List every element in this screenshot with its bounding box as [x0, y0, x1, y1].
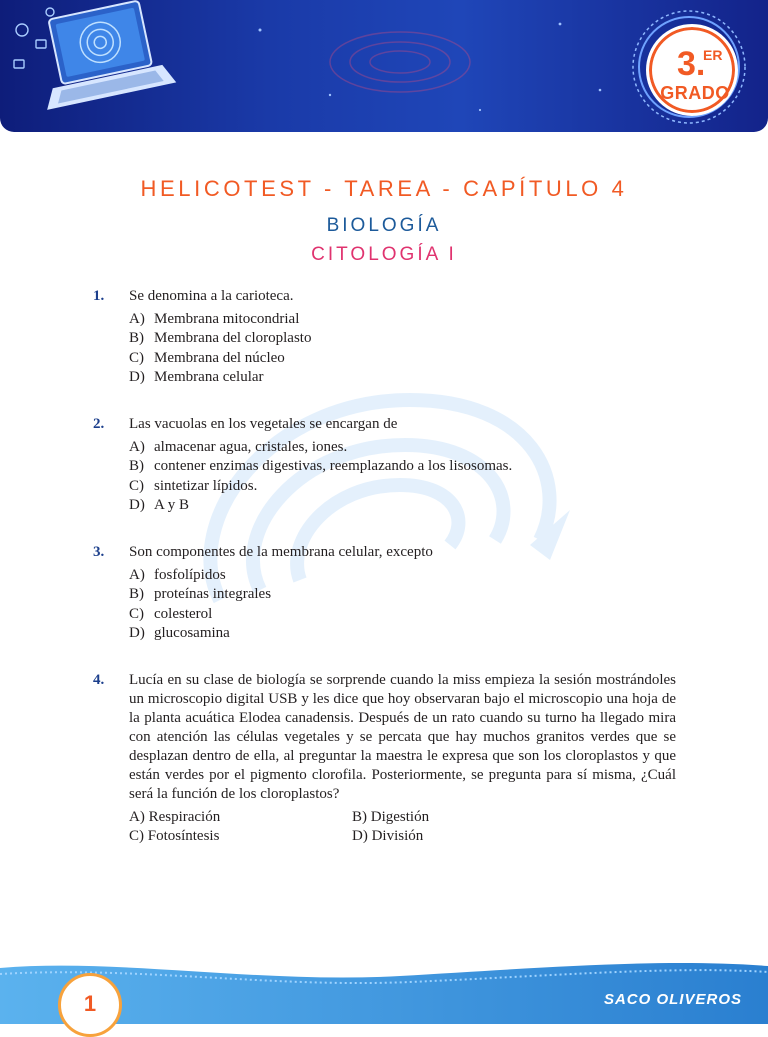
- question-1: [93, 287, 676, 387]
- option-text: contener enzimas digestivas, reemplazando a los lisosomas.: [154, 458, 513, 475]
- option-letter: C): [129, 477, 144, 494]
- question-number: 4.: [93, 672, 105, 688]
- question-number: 1.: [93, 288, 105, 304]
- question-text: Son componentes de la membrana celular, excepto: [129, 544, 433, 560]
- option-c: [129, 605, 676, 624]
- option-a: [129, 566, 676, 585]
- grade-circle: [646, 24, 738, 116]
- option-a: [129, 310, 676, 329]
- topic-title: CITOLOGÍA I: [311, 244, 457, 265]
- option-letter: A): [129, 439, 145, 455]
- option-d: D) División: [352, 828, 424, 845]
- grade-badge: [630, 8, 748, 126]
- option-text: fosfolípidos: [154, 567, 226, 583]
- option-text: Membrana del núcleo: [154, 349, 285, 366]
- option-d: [129, 368, 676, 387]
- option-letter: D): [129, 624, 145, 641]
- option-d: [129, 496, 676, 515]
- brand-logo: SACO OLIVEROS: [603, 991, 742, 1008]
- page-title: HELICOTEST - TAREA - CAPÍTULO 4: [140, 176, 628, 201]
- option-text: sintetizar lípidos.: [154, 477, 258, 494]
- option-letter: B): [129, 586, 144, 603]
- option-d: [129, 624, 676, 643]
- option-letter: D): [129, 496, 145, 513]
- option-text: Membrana del cloroplasto: [154, 330, 312, 347]
- footer: [0, 958, 768, 1024]
- grade-label: GRADO: [660, 83, 730, 103]
- question-text: Lucía en su clase de biología se sorprende cuando la miss empieza la sesión mostrándoles un microscopio digital USB y les dice que hoy observaran bajo el microscopio una hoja de la planta acuática Elodea canadensis. Después de un rato cuando su turno ha llegado mira con atención las células vegetales y se percata que hay muchos granitos verdes que se desplazan dentro de ella, al preguntar la maestra le expresa que son los cloroplastos y que están verdes por el pigmento clorofila. Posteriormente, se pregunta para sí misma, ¿Cuál será la función de los cloroplastos?: [129, 672, 676, 802]
- option-letter: B): [129, 458, 144, 475]
- option-b: [129, 585, 676, 604]
- options-grid: [129, 808, 676, 847]
- option-c: [129, 349, 676, 368]
- option-a: [129, 438, 676, 457]
- option-letter: D): [129, 368, 145, 385]
- grade-number: 3.: [677, 45, 706, 83]
- option-letter: A): [129, 567, 145, 583]
- option-text: A y B: [154, 496, 190, 513]
- question-number: 3.: [93, 544, 105, 560]
- title-block: [0, 174, 768, 267]
- question-text: Se denomina a la carioteca.: [129, 288, 294, 304]
- options-list: [129, 438, 676, 515]
- option-text: proteínas integrales: [154, 586, 272, 603]
- question-3: [93, 543, 676, 643]
- question-2: [93, 415, 676, 515]
- option-c: [129, 477, 676, 496]
- options-list: [129, 310, 676, 387]
- option-text: Membrana celular: [154, 368, 264, 385]
- question-4: [93, 671, 676, 847]
- grade-suffix: ER: [703, 47, 723, 63]
- header-banner: [0, 0, 768, 132]
- option-letter: C): [129, 349, 144, 366]
- option-text: colesterol: [154, 605, 213, 622]
- question-text: Las vacuolas en los vegetales se encargan de: [129, 416, 398, 432]
- option-letter: C): [129, 605, 144, 622]
- option-text: Membrana mitocondrial: [154, 311, 300, 327]
- option-c: C) Fotosíntesis: [129, 828, 220, 845]
- option-letter: A): [129, 311, 145, 327]
- option-b: [129, 457, 676, 476]
- question-number: 2.: [93, 416, 105, 432]
- option-b: [129, 329, 676, 348]
- option-text: almacenar agua, cristales, iones.: [154, 439, 348, 455]
- option-b: B) Digestión: [352, 809, 430, 825]
- option-text: glucosamina: [154, 624, 230, 641]
- option-letter: B): [129, 330, 144, 347]
- option-a: A) Respiración: [129, 809, 221, 825]
- subject-title: BIOLOGÍA: [326, 215, 442, 236]
- options-list: [129, 566, 676, 643]
- page-number: 1: [58, 973, 122, 1037]
